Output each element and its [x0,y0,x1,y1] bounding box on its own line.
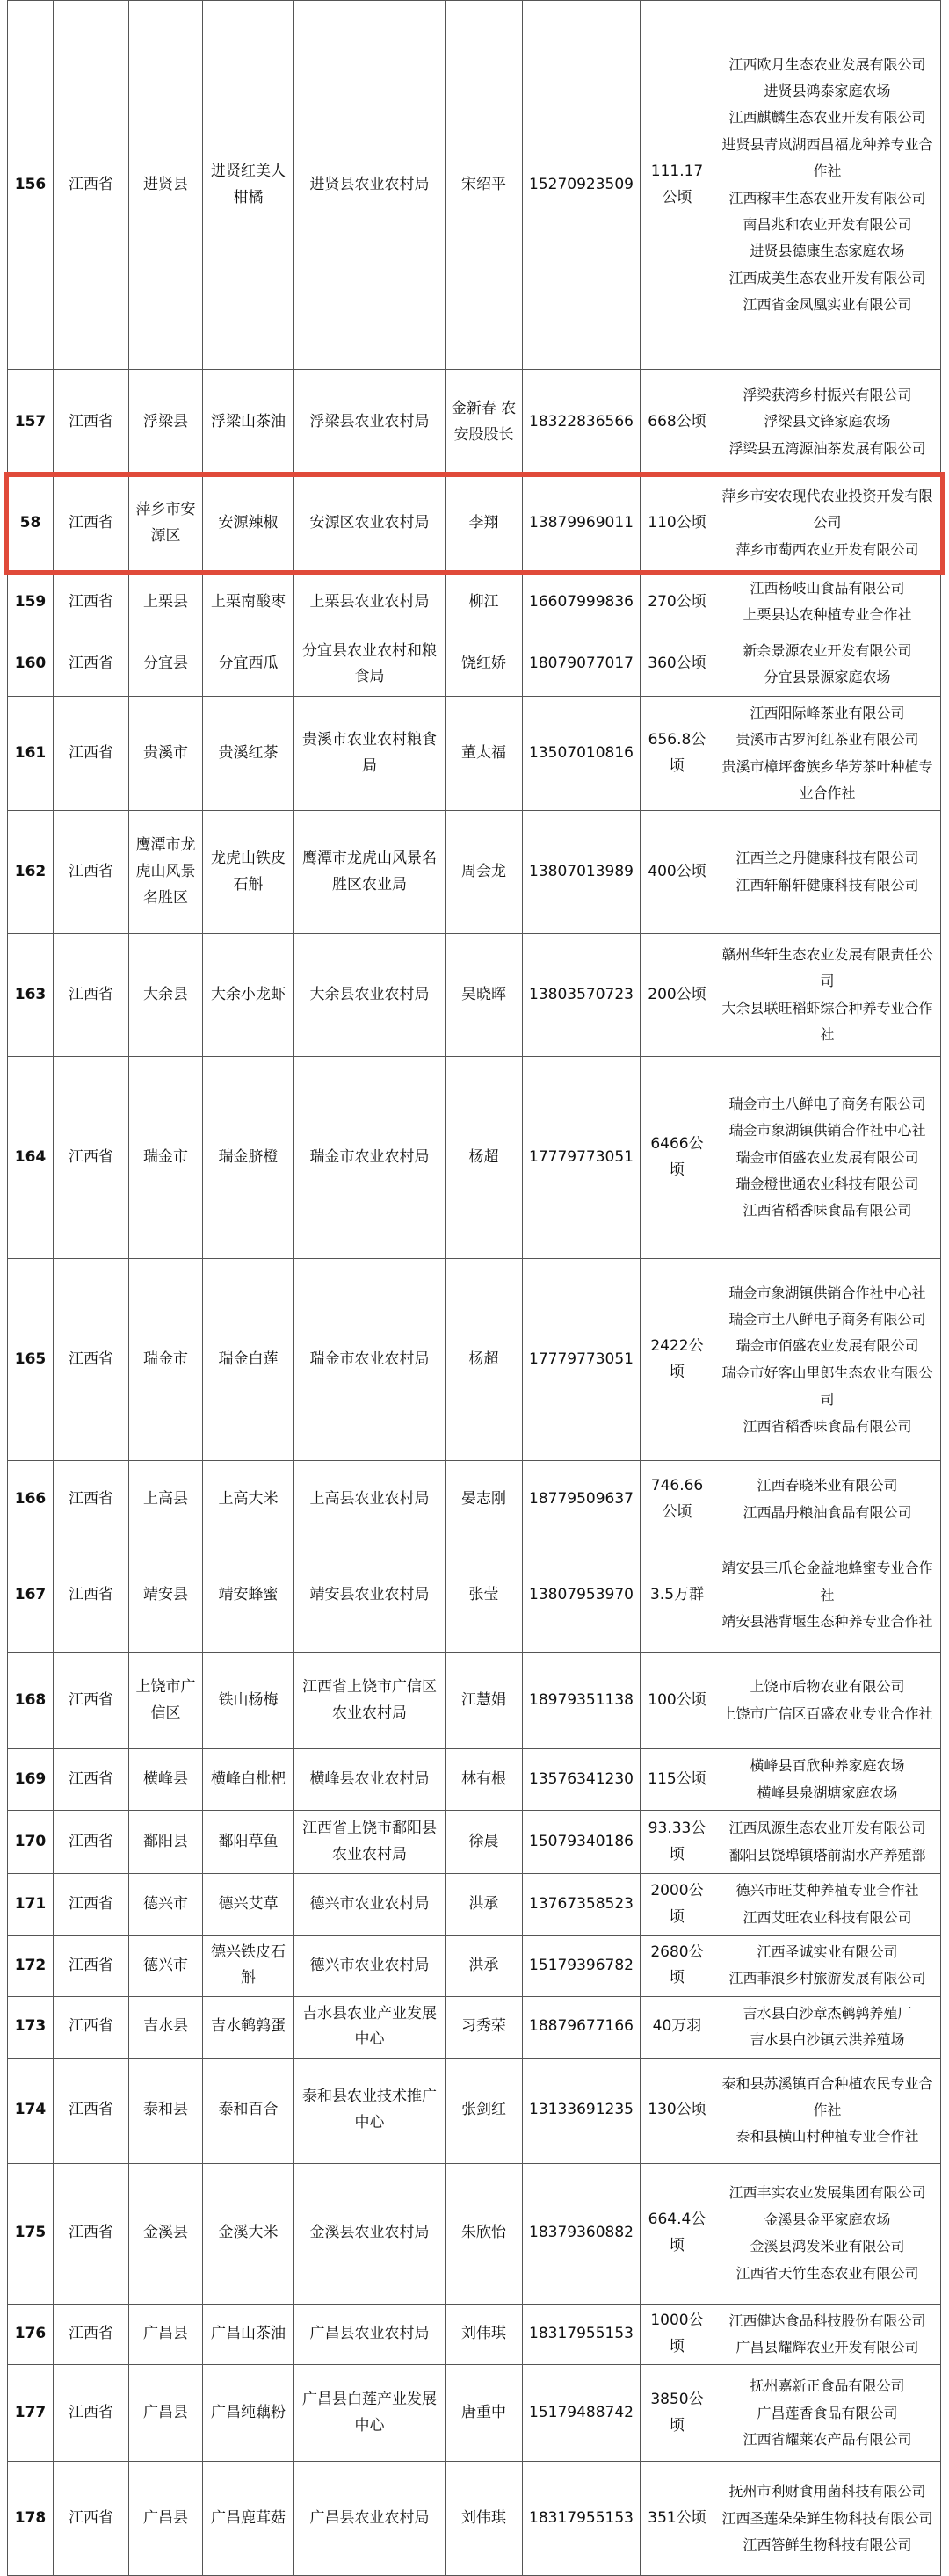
cell-enterprises [714,1874,941,1936]
enterprise-name: 江西阳际峰茶业有限公司 [750,704,905,721]
cell-phone: 17779773051 [523,1057,641,1259]
cell-no: 159 [8,572,54,633]
cell-agency: 瑞金市农业农村局 [294,1057,446,1259]
cell-contact: 饶红娇 [446,633,523,696]
cell-area: 6466公顷 [641,1057,714,1259]
cell-province: 江西省 [54,1,129,370]
cell-province: 江西省 [54,1996,129,2058]
cell-agency: 横峰县农业农村局 [294,1749,446,1811]
cell-province: 江西省 [54,1538,129,1653]
cell-area: 1000公顷 [641,2304,714,2365]
cell-province: 江西省 [54,1874,129,1936]
cell-province: 江西省 [54,1259,129,1461]
cell-area: 2000公顷 [641,1874,714,1936]
table-row [8,2163,941,2304]
table-row [8,475,941,572]
cell-province: 江西省 [54,572,129,633]
cell-contact: 金新春 农安股股长 [446,370,523,475]
cell-product: 上高大米 [203,1461,294,1538]
table-row [8,1749,941,1811]
cell-contact: 杨超 [446,1057,523,1259]
cell-contact: 吴晓晖 [446,934,523,1057]
enterprise-name: 吉水县白沙镇云洪养殖场 [750,2031,905,2049]
cell-product: 德兴铁皮石斛 [203,1935,294,1996]
table-row [8,1461,941,1538]
enterprise-name: 江西春晓米业有限公司 [757,1477,898,1494]
enterprise-name: 瑞金市象湖镇供销合作社中心社 [728,1284,926,1301]
enterprise-name: 江西菲浪乡村旅游发展有限公司 [728,1970,926,1987]
cell-agency: 浮梁县农业农村局 [294,370,446,475]
cell-phone: 15179488742 [523,2365,641,2462]
cell-contact: 柳江 [446,572,523,633]
cell-contact: 唐重中 [446,2365,523,2462]
cell-enterprises [714,811,941,934]
cell-product: 分宜西瓜 [203,633,294,696]
enterprise-name: 上栗县达农种植专业合作社 [743,606,912,624]
enterprise-name: 江西晶丹粮油食品有限公司 [743,1503,912,1521]
cell-phone: 18779509637 [523,1461,641,1538]
cell-enterprises [714,1,941,370]
enterprise-name: 瑞金市佰盛农业发展有限公司 [735,1337,919,1355]
cell-agency: 上高县农业农村局 [294,1461,446,1538]
cell-agency: 进贤县农业农村局 [294,1,446,370]
cell-agency: 吉水县农业产业发展中心 [294,1996,446,2058]
cell-province: 江西省 [54,2163,129,2304]
enterprise-name: 金溪县鸿发米业有限公司 [750,2238,905,2255]
enterprise-name: 江西圣莲朵朵鲜生物科技有限公司 [721,2509,933,2527]
enterprise-name: 浮梁县五湾源油茶发展有限公司 [728,439,926,457]
enterprise-name: 广昌莲香食品有限公司 [757,2404,898,2421]
enterprise-name: 江西欧月生态农业发展有限公司 [728,55,926,73]
cell-phone: 16607999836 [523,572,641,633]
table-row [8,1538,941,1653]
enterprise-name: 靖安县港背堰生态种养专业合作社 [721,1613,933,1631]
enterprise-name: 江西答鲜生物科技有限公司 [743,2536,912,2554]
enterprise-name: 瑞金市土八鲜电子商务有限公司 [728,1095,926,1112]
enterprise-name: 抚州嘉新正食品有限公司 [750,2377,905,2395]
enterprise-name: 上饶市后物农业有限公司 [750,1678,905,1696]
cell-area: 664.4公顷 [641,2163,714,2304]
cell-province: 江西省 [54,2304,129,2365]
cell-agency: 安源区农业农村局 [294,475,446,572]
cell-phone: 15270923509 [523,1,641,370]
cell-phone: 13879969011 [523,475,641,572]
cell-province: 江西省 [54,1749,129,1811]
cell-area: 3850公顷 [641,2365,714,2462]
cell-contact: 宋绍平 [446,1,523,370]
table-row [8,1935,941,1996]
cell-province: 江西省 [54,934,129,1057]
table-row [8,1653,941,1749]
cell-county: 德兴市 [129,1874,203,1936]
cell-area: 746.66公顷 [641,1461,714,1538]
enterprise-name: 江西艾旺农业科技有限公司 [743,1908,912,1926]
enterprise-name: 江西省天竹生态农业有限公司 [735,2264,919,2282]
table-row [8,2304,941,2365]
cell-phone: 18079077017 [523,633,641,696]
cell-area: 351公顷 [641,2462,714,2576]
table-row [8,1874,941,1936]
cell-product: 泰和百合 [203,2058,294,2163]
cell-no: 175 [8,2163,54,2304]
cell-province: 江西省 [54,1461,129,1538]
cell-province: 江西省 [54,811,129,934]
cell-county: 广昌县 [129,2462,203,2576]
cell-county: 鹰潭市龙虎山风景名胜区 [129,811,203,934]
enterprise-name: 江西圣诚实业有限公司 [757,1943,898,1961]
table-row [8,2365,941,2462]
enterprise-name: 横峰县泉湖塘家庭农场 [757,1784,898,1801]
enterprise-name: 萍乡市安农现代农业投资开发有限公司 [721,487,933,532]
cell-contact: 习秀荣 [446,1996,523,2058]
cell-area: 111.17公顷 [641,1,714,370]
cell-county: 进贤县 [129,1,203,370]
enterprise-name: 江西省稻香味食品有限公司 [743,1417,912,1435]
cell-product: 贵溪红茶 [203,696,294,811]
enterprise-name: 鄱阳县饶埠镇塔前湖水产养殖部 [728,1846,926,1863]
enterprise-name: 南昌兆和农业开发有限公司 [743,215,912,233]
enterprise-name: 吉水县白沙章杰鹌鹑养殖厂 [743,2004,912,2022]
enterprise-name: 瑞金橙世通农业科技有限公司 [735,1176,919,1193]
cell-province: 江西省 [54,370,129,475]
cell-no: 176 [8,2304,54,2365]
enterprise-name: 进贤县德康生态家庭农场 [750,242,905,260]
cell-agency: 大余县农业农村局 [294,934,446,1057]
cell-no: 177 [8,2365,54,2462]
cell-area: 100公顷 [641,1653,714,1749]
cell-area: 40万羽 [641,1996,714,2058]
cell-area: 360公顷 [641,633,714,696]
enterprise-name: 江西丰实农业发展集团有限公司 [728,2184,926,2202]
cell-enterprises [714,1811,941,1874]
cell-no: 172 [8,1935,54,1996]
cell-agency: 德兴市农业农村局 [294,1874,446,1936]
cell-agency: 广昌县农业农村局 [294,2304,446,2365]
enterprise-name: 江西轩斛轩健康科技有限公司 [735,876,919,894]
cell-agency: 广昌县白莲产业发展中心 [294,2365,446,2462]
table-row [8,696,941,811]
table-row [8,1057,941,1259]
enterprise-name: 江西省稻香味食品有限公司 [743,1202,912,1219]
cell-enterprises [714,2365,941,2462]
enterprise-name: 江西杨岐山食品有限公司 [750,580,905,597]
cell-contact: 张剑红 [446,2058,523,2163]
enterprise-name: 赣州华轩生态农业发展有限责任公司 [721,946,933,990]
cell-area: 656.8公顷 [641,696,714,811]
cell-contact: 朱欣怡 [446,2163,523,2304]
enterprise-name: 江西成美生态农业开发有限公司 [728,269,926,286]
table-row [8,811,941,934]
enterprise-name: 江西省耀莱农产品有限公司 [743,2431,912,2449]
cell-product: 靖安蜂蜜 [203,1538,294,1653]
cell-phone: 13507010816 [523,696,641,811]
enterprise-name: 江西健达食品科技股份有限公司 [728,2312,926,2329]
cell-agency: 泰和县农业技术推广中心 [294,2058,446,2163]
cell-area: 270公顷 [641,572,714,633]
cell-contact: 刘伟琪 [446,2304,523,2365]
cell-county: 瑞金市 [129,1259,203,1461]
cell-county: 德兴市 [129,1935,203,1996]
cell-product: 大余小龙虾 [203,934,294,1057]
cell-contact: 徐晨 [446,1811,523,1874]
cell-county: 泰和县 [129,2058,203,2163]
cell-area: 3.5万群 [641,1538,714,1653]
cell-county: 靖安县 [129,1538,203,1653]
cell-province: 江西省 [54,2365,129,2462]
cell-county: 萍乡市安源区 [129,475,203,572]
cell-province: 江西省 [54,475,129,572]
cell-no: 164 [8,1057,54,1259]
cell-no: 161 [8,696,54,811]
cell-no: 58 [8,475,54,572]
cell-agency: 鹰潭市龙虎山风景名胜区农业局 [294,811,446,934]
cell-agency: 江西省上饶市广信区农业农村局 [294,1653,446,1749]
cell-product: 广昌鹿茸菇 [203,2462,294,2576]
cell-phone: 13576341230 [523,1749,641,1811]
cell-product: 龙虎山铁皮石斛 [203,811,294,934]
cell-agency: 贵溪市农业农村粮食局 [294,696,446,811]
cell-enterprises [714,934,941,1057]
cell-enterprises [714,572,941,633]
cell-enterprises [714,475,941,572]
enterprise-name: 瑞金市好客山里郎生态农业有限公司 [721,1364,933,1408]
cell-county: 上饶市广信区 [129,1653,203,1749]
cell-contact: 林有根 [446,1749,523,1811]
cell-enterprises [714,1057,941,1259]
cell-enterprises [714,1996,941,2058]
cell-enterprises [714,2163,941,2304]
enterprise-name: 新余景源农业开发有限公司 [743,641,912,659]
table-row [8,633,941,696]
cell-no: 165 [8,1259,54,1461]
cell-phone: 18879677166 [523,1996,641,2058]
cell-phone: 18979351138 [523,1653,641,1749]
table-row [8,2462,941,2576]
enterprise-name: 江西凤源生态农业开发有限公司 [728,1820,926,1837]
cell-enterprises [714,696,941,811]
cell-contact: 洪承 [446,1874,523,1936]
cell-no: 167 [8,1538,54,1653]
cell-county: 贵溪市 [129,696,203,811]
cell-enterprises [714,1461,941,1538]
cell-agency: 瑞金市农业农村局 [294,1259,446,1461]
cell-phone: 13807013989 [523,811,641,934]
cell-enterprises [714,1259,941,1461]
cell-phone: 13803570723 [523,934,641,1057]
enterprise-name: 金溪县金平家庭农场 [764,2211,891,2228]
cell-enterprises [714,2304,941,2365]
cell-area: 130公顷 [641,2058,714,2163]
table-body [8,1,941,2576]
enterprise-name: 浮梁县文锋家庭农场 [764,413,891,431]
enterprise-name: 贵溪市古罗河红茶业有限公司 [735,731,919,749]
enterprise-name: 浮梁获湾乡村振兴有限公司 [743,386,912,403]
cell-county: 吉水县 [129,1996,203,2058]
enterprise-name: 进贤县鸿泰家庭农场 [764,82,891,99]
cell-contact: 晏志刚 [446,1461,523,1538]
cell-product: 上栗南酸枣 [203,572,294,633]
cell-phone: 18317955153 [523,2304,641,2365]
cell-county: 上高县 [129,1461,203,1538]
enterprise-name: 分宜县景源家庭农场 [764,669,891,686]
cell-agency: 金溪县农业农村局 [294,2163,446,2304]
cell-no: 168 [8,1653,54,1749]
enterprise-name: 江西兰之丹健康科技有限公司 [735,850,919,867]
cell-county: 浮梁县 [129,370,203,475]
enterprise-name: 江西稼丰生态农业开发有限公司 [728,189,926,206]
cell-agency: 广昌县农业农村局 [294,2462,446,2576]
enterprise-name: 横峰县百欣种养家庭农场 [750,1757,905,1775]
cell-no: 156 [8,1,54,370]
cell-contact: 杨超 [446,1259,523,1461]
cell-enterprises [714,370,941,475]
cell-province: 江西省 [54,1653,129,1749]
cell-product: 浮梁山茶油 [203,370,294,475]
cell-no: 162 [8,811,54,934]
table-row [8,1259,941,1461]
table-row [8,934,941,1057]
table-row [8,572,941,633]
cell-province: 江西省 [54,1811,129,1874]
cell-enterprises [714,1653,941,1749]
cell-product: 广昌纯藕粉 [203,2365,294,2462]
enterprise-name: 瑞金市土八鲜电子商务有限公司 [728,1311,926,1328]
cell-no: 163 [8,934,54,1057]
cell-product: 横峰白枇杷 [203,1749,294,1811]
cell-product: 德兴艾草 [203,1874,294,1936]
cell-county: 瑞金市 [129,1057,203,1259]
cell-contact: 洪承 [446,1935,523,1996]
cell-area: 2422公顷 [641,1259,714,1461]
cell-product: 瑞金白莲 [203,1259,294,1461]
cell-enterprises [714,2058,941,2163]
cell-phone: 13807953970 [523,1538,641,1653]
cell-no: 178 [8,2462,54,2576]
cell-contact: 董太福 [446,696,523,811]
cell-agency: 江西省上饶市鄱阳县农业农村局 [294,1811,446,1874]
cell-province: 江西省 [54,696,129,811]
table-row [8,1811,941,1874]
enterprise-name: 大余县联旺稻虾综合种养专业合作社 [721,999,933,1044]
cell-product: 金溪大米 [203,2163,294,2304]
cell-product: 瑞金脐橙 [203,1057,294,1259]
cell-county: 上栗县 [129,572,203,633]
cell-contact: 张莹 [446,1538,523,1653]
cell-no: 170 [8,1811,54,1874]
cell-agency: 靖安县农业农村局 [294,1538,446,1653]
enterprise-name: 泰和县苏溪镇百合种植农民专业合作社 [721,2074,933,2118]
enterprise-name: 萍乡市萄西农业开发有限公司 [735,540,919,558]
cell-no: 157 [8,370,54,475]
cell-phone: 13133691235 [523,2058,641,2163]
cell-enterprises [714,633,941,696]
cell-area: 200公顷 [641,934,714,1057]
cell-province: 江西省 [54,2462,129,2576]
enterprise-name: 上饶市广信区百盛农业专业合作社 [721,1704,933,1722]
cell-area: 400公顷 [641,811,714,934]
table-row [8,1,941,370]
enterprise-name: 泰和县横山村种植专业合作社 [735,2128,919,2145]
table-row [8,370,941,475]
cell-phone: 17779773051 [523,1259,641,1461]
enterprise-name: 瑞金市象湖镇供销合作社中心社 [728,1122,926,1140]
cell-county: 鄱阳县 [129,1811,203,1874]
cell-phone: 15179396782 [523,1935,641,1996]
cell-agency: 上栗县农业农村局 [294,572,446,633]
enterprise-name: 贵溪市樟坪畲族乡华芳茶叶种植专业合作社 [721,757,933,801]
table-row [8,2058,941,2163]
cell-province: 江西省 [54,1057,129,1259]
cell-contact: 李翔 [446,475,523,572]
cell-no: 173 [8,1996,54,2058]
cell-area: 110公顷 [641,475,714,572]
cell-no: 171 [8,1874,54,1936]
cell-area: 668公顷 [641,370,714,475]
enterprise-name: 抚州市利财食用菌科技有限公司 [728,2483,926,2500]
cell-agency: 分宜县农业农村和粮食局 [294,633,446,696]
cell-contact: 周会龙 [446,811,523,934]
cell-county: 广昌县 [129,2365,203,2462]
cell-no: 169 [8,1749,54,1811]
cell-no: 166 [8,1461,54,1538]
cell-product: 吉水鹌鹑蛋 [203,1996,294,2058]
cell-phone: 18317955153 [523,2462,641,2576]
cell-product: 安源辣椒 [203,475,294,572]
cell-phone: 13767358523 [523,1874,641,1936]
cell-province: 江西省 [54,633,129,696]
enterprise-name: 广昌县耀辉农业开发有限公司 [735,2339,919,2356]
enterprise-name: 江西省金凤凰实业有限公司 [743,296,912,314]
cell-county: 广昌县 [129,2304,203,2365]
cell-no: 160 [8,633,54,696]
cell-enterprises [714,1749,941,1811]
cell-contact: 江慧娟 [446,1653,523,1749]
cell-county: 大余县 [129,934,203,1057]
brand-list-table [7,0,941,2576]
cell-product: 铁山杨梅 [203,1653,294,1749]
cell-enterprises [714,1538,941,1653]
cell-area: 2680公顷 [641,1935,714,1996]
cell-agency: 德兴市农业农村局 [294,1935,446,1996]
enterprise-name: 瑞金市佰盛农业发展有限公司 [735,1148,919,1166]
cell-product: 进贤红美人柑橘 [203,1,294,370]
enterprise-name: 进贤县青岚湖西昌福龙种养专业合作社 [721,135,933,180]
cell-county: 金溪县 [129,2163,203,2304]
cell-phone: 18322836566 [523,370,641,475]
cell-county: 分宜县 [129,633,203,696]
cell-enterprises [714,1935,941,1996]
enterprise-name: 德兴市旺艾种养植专业合作社 [735,1882,919,1899]
cell-no: 174 [8,2058,54,2163]
cell-phone: 15079340186 [523,1811,641,1874]
cell-area: 115公顷 [641,1749,714,1811]
cell-product: 鄱阳草鱼 [203,1811,294,1874]
cell-area: 93.33公顷 [641,1811,714,1874]
cell-province: 江西省 [54,1935,129,1996]
cell-county: 横峰县 [129,1749,203,1811]
cell-province: 江西省 [54,2058,129,2163]
table-row [8,1996,941,2058]
cell-contact: 刘伟琪 [446,2462,523,2576]
enterprise-name: 靖安县三爪仑金益地蜂蜜专业合作社 [721,1559,933,1603]
enterprise-name: 江西麒麟生态农业开发有限公司 [728,109,926,127]
cell-product: 广昌山茶油 [203,2304,294,2365]
cell-phone: 18379360882 [523,2163,641,2304]
cell-enterprises [714,2462,941,2576]
